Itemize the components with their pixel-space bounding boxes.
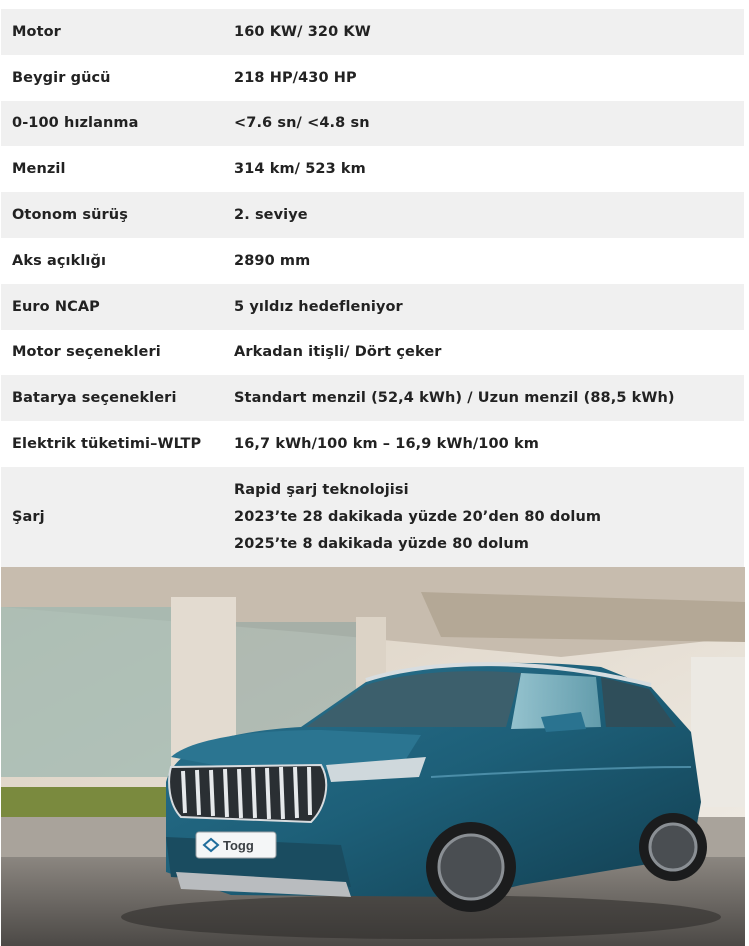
spec-label: Batarya seçenekleri xyxy=(12,390,177,407)
spec-value: 160 KW/ 320 KW xyxy=(234,23,371,40)
spec-value: Standart menzil (52,4 kWh) / Uzun menzil (88,5 kWh) xyxy=(234,390,675,407)
spec-row-charging xyxy=(1,467,744,568)
spec-label: Beygir gücü xyxy=(12,69,111,86)
spec-label: Elektrik tüketimi–WLTP xyxy=(12,436,202,453)
spec-label: 0-100 hızlanma xyxy=(12,115,139,132)
front-rim xyxy=(439,835,503,899)
spec-label: Aks açıklığı xyxy=(12,252,107,269)
glass-facade xyxy=(1,607,171,777)
spec-row-drive-options xyxy=(1,330,744,376)
spec-row-wheelbase xyxy=(1,238,744,284)
car-photo xyxy=(1,567,745,946)
spec-label: Menzil xyxy=(12,161,66,178)
license-plate-text: Togg xyxy=(223,838,254,853)
spec-value-line: 2025’te 8 dakikada yüzde 80 dolum xyxy=(234,535,529,552)
spec-value: 5 yıldız hedefleniyor xyxy=(234,298,403,315)
spec-value: 218 HP/430 HP xyxy=(234,69,357,86)
spec-row-battery-options xyxy=(1,375,744,421)
spec-label: Motor xyxy=(12,23,61,40)
spec-value: 16,7 kWh/100 km – 16,9 kWh/100 km xyxy=(234,436,539,453)
spec-row-range xyxy=(1,146,744,192)
spec-table xyxy=(1,9,744,568)
spec-value: 2890 mm xyxy=(234,252,311,269)
spec-row-motor xyxy=(1,9,744,55)
grille xyxy=(169,765,326,822)
spec-row-acceleration xyxy=(1,101,744,147)
rear-rim xyxy=(650,824,696,870)
spec-row-euro-ncap xyxy=(1,284,744,330)
spec-value: 314 km/ 523 km xyxy=(234,161,366,178)
spec-value: Arkadan itişli/ Dört çeker xyxy=(234,344,442,361)
spec-value: 2. seviye xyxy=(234,207,308,224)
spec-label: Şarj xyxy=(12,509,45,526)
spec-value: <7.6 sn/ <4.8 sn xyxy=(234,115,370,132)
spec-value xyxy=(234,467,744,568)
right-building xyxy=(691,657,745,807)
spec-label: Euro NCAP xyxy=(12,298,100,315)
shrubs xyxy=(1,787,171,822)
spec-value-line: 2023’te 28 dakikada yüzde 20’den 80 dolum xyxy=(234,508,602,525)
spec-value-line: Rapid şarj teknolojisi xyxy=(234,481,409,498)
car-shadow xyxy=(121,895,721,939)
spec-label: Motor seçenekleri xyxy=(12,344,161,361)
spec-row-consumption xyxy=(1,421,744,467)
spec-label: Otonom sürüş xyxy=(12,207,128,224)
spec-row-horsepower xyxy=(1,55,744,101)
spec-row-autonomy xyxy=(1,192,744,238)
